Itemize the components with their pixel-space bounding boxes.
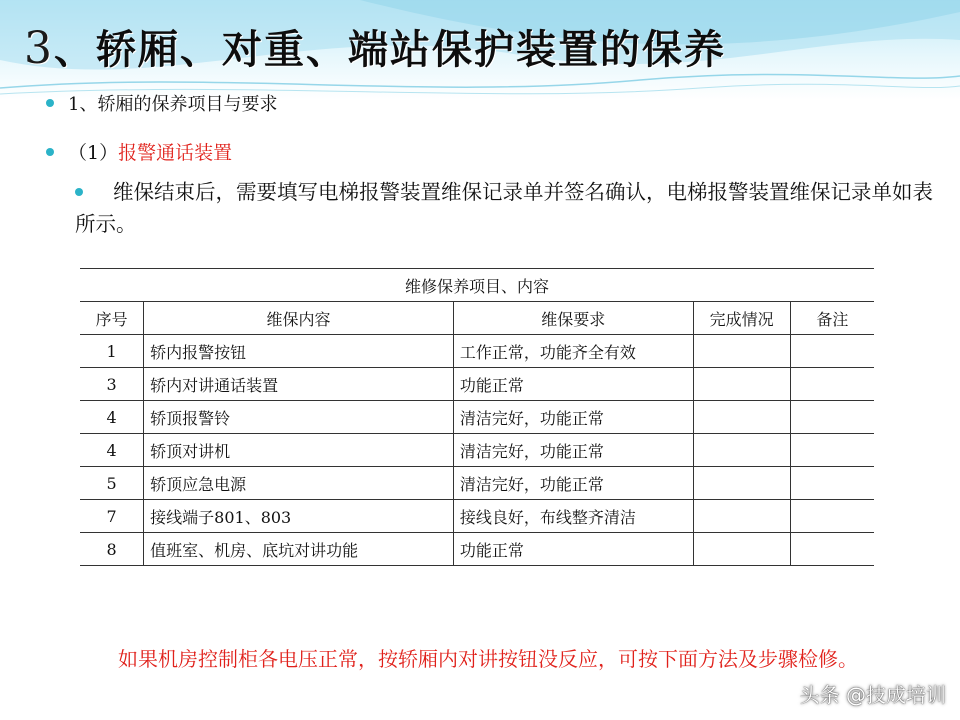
item2-highlight: 报警通话装置 xyxy=(118,142,233,164)
cell-index: 1 xyxy=(80,335,144,368)
table-row xyxy=(80,434,874,467)
table-caption: 维修保养项目、内容 xyxy=(80,269,874,302)
table-row xyxy=(80,500,874,533)
cell-completion xyxy=(693,335,790,368)
cell-requirement: 功能正常 xyxy=(453,533,693,566)
cell-requirement: 清洁完好，功能正常 xyxy=(453,467,693,500)
bullet-dot-icon xyxy=(46,99,54,107)
cell-content: 轿内对讲通话装置 xyxy=(144,368,454,401)
header-remarks: 备注 xyxy=(790,302,874,335)
item1-text: 1、轿厢的保养项目与要求 xyxy=(68,94,278,115)
bullet-item-2 xyxy=(46,138,232,165)
page-title xyxy=(24,18,726,78)
bullet-dot-icon xyxy=(75,188,83,196)
cell-requirement: 清洁完好，功能正常 xyxy=(453,434,693,467)
table-row xyxy=(80,401,874,434)
watermark: 头条 @技成培训 xyxy=(799,683,946,707)
cell-completion xyxy=(693,467,790,500)
paragraph-text: 维保结束后，需要填写电梯报警装置维保记录单并签名确认，电梯报警装置维保记录单如表所示。 xyxy=(75,180,933,236)
cell-completion xyxy=(693,500,790,533)
table-header-row xyxy=(80,302,874,335)
cell-index: 4 xyxy=(80,434,144,467)
cell-remarks xyxy=(790,335,874,368)
item2-prefix: （1） xyxy=(68,142,119,164)
cell-content: 轿顶应急电源 xyxy=(144,467,454,500)
cell-content: 轿顶对讲机 xyxy=(144,434,454,467)
table-row xyxy=(80,533,874,566)
maintenance-record-table xyxy=(80,268,874,566)
cell-requirement: 接线良好，布线整齐清洁 xyxy=(453,500,693,533)
cell-index: 7 xyxy=(80,500,144,533)
cell-index: 4 xyxy=(80,401,144,434)
bullet-dot-icon xyxy=(46,148,54,156)
cell-requirement: 清洁完好，功能正常 xyxy=(453,401,693,434)
cell-completion xyxy=(693,401,790,434)
title-number: 3 xyxy=(24,23,54,74)
cell-index: 5 xyxy=(80,467,144,500)
cell-remarks xyxy=(790,434,874,467)
bullet-item-1 xyxy=(46,90,277,116)
title-banner xyxy=(0,0,960,100)
header-content: 维保内容 xyxy=(144,302,454,335)
cell-remarks xyxy=(790,368,874,401)
header-requirement: 维保要求 xyxy=(453,302,693,335)
cell-index: 8 xyxy=(80,533,144,566)
cell-remarks xyxy=(790,533,874,566)
table-caption-row xyxy=(80,269,874,302)
red-note: 如果机房控制柜各电压正常，按轿厢内对讲按钮没反应，可按下面方法及步骤检修。 xyxy=(118,647,858,671)
header-completion: 完成情况 xyxy=(693,302,790,335)
cell-completion xyxy=(693,434,790,467)
table-row xyxy=(80,467,874,500)
header-index: 序号 xyxy=(80,302,144,335)
paragraph xyxy=(75,176,945,240)
cell-completion xyxy=(693,368,790,401)
cell-content: 轿顶报警铃 xyxy=(144,401,454,434)
cell-index: 3 xyxy=(80,368,144,401)
table-row xyxy=(80,335,874,368)
title-text: 、轿厢、对重、端站保护装置的保养 xyxy=(54,27,726,73)
cell-requirement: 工作正常，功能齐全有效 xyxy=(453,335,693,368)
cell-remarks xyxy=(790,500,874,533)
cell-completion xyxy=(693,533,790,566)
table-row xyxy=(80,368,874,401)
cell-remarks xyxy=(790,401,874,434)
cell-requirement: 功能正常 xyxy=(453,368,693,401)
cell-content: 轿内报警按钮 xyxy=(144,335,454,368)
cell-content: 接线端子801、803 xyxy=(144,500,454,533)
cell-content: 值班室、机房、底坑对讲功能 xyxy=(144,533,454,566)
cell-remarks xyxy=(790,467,874,500)
